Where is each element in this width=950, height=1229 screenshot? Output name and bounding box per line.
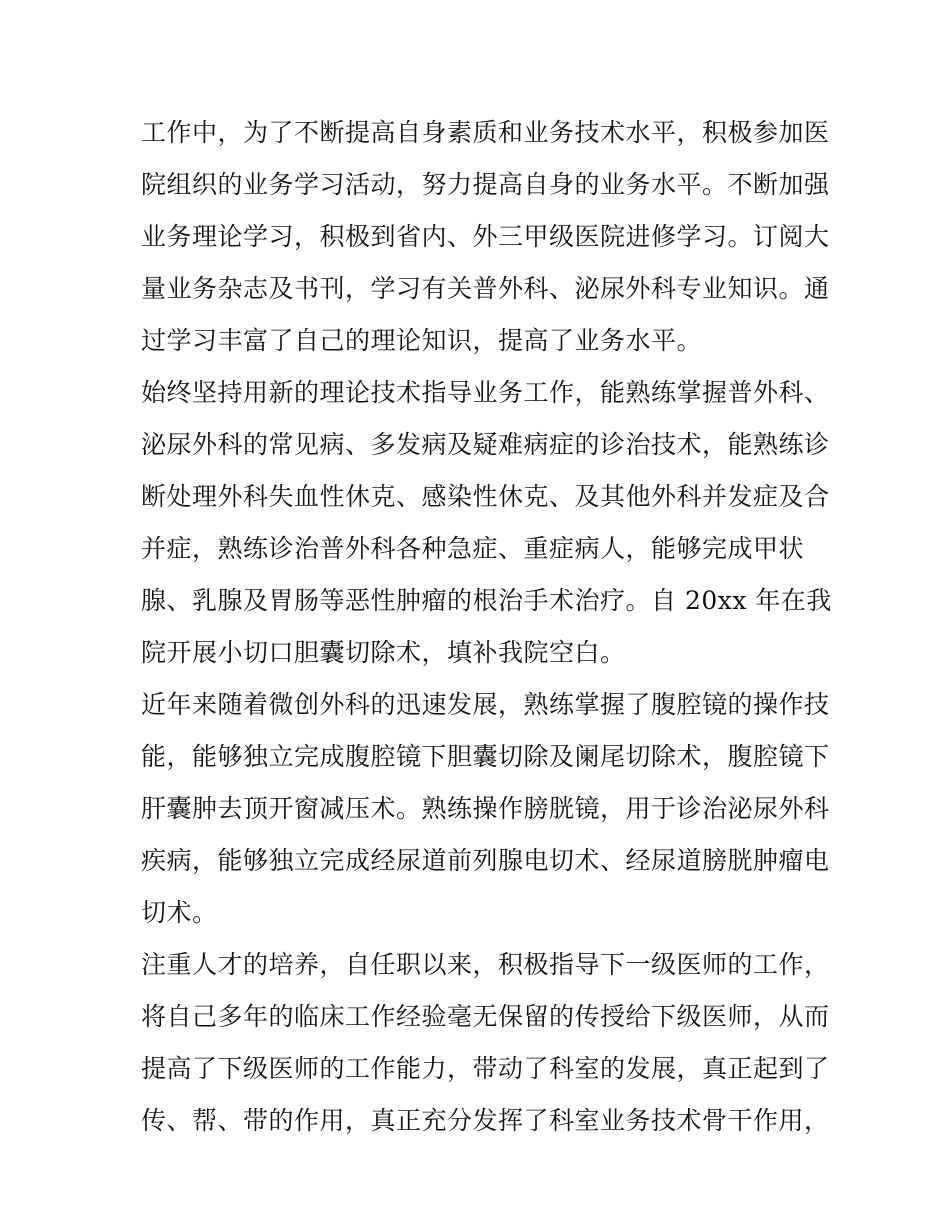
text-line: 并症，熟练诊治普外科各种急症、重症病人，能够完成甲状 (141, 534, 805, 563)
text-line: 断处理外科失血性休克、感染性休克、及其他外科并发症及合 (141, 482, 830, 511)
text-line: 传、帮、带的作用，真正充分发挥了科室业务技术骨干作用， (141, 1106, 830, 1135)
text-line: 工作中，为了不断提高自身素质和业务技术水平，积极参加医 (141, 118, 830, 147)
text-line: 腺、乳腺及胃肠等恶性肿瘤的根治手术治疗。自 20xx 年在我 (141, 586, 832, 615)
document-body (141, 107, 832, 1147)
text-line: 近年来随着微创外科的迅速发展，熟练掌握了腹腔镜的操作技 (141, 690, 830, 719)
text-line: 肝囊肿去顶开窗减压术。熟练操作膀胱镜，用于诊治泌尿外科 (141, 794, 830, 823)
text-line: 疾病，能够独立完成经尿道前列腺电切术、经尿道膀胱肿瘤电 (141, 846, 830, 875)
paragraph-talent-training (141, 939, 830, 1147)
text-line: 泌尿外科的常见病、多发病及疑难病症的诊治技术，能熟练诊 (141, 430, 830, 459)
text-line: 将自己多年的临床工作经验毫无保留的传授给下级医师，从而 (141, 1002, 830, 1031)
paragraph-clinical-skills (141, 367, 832, 679)
text-line: 注重人才的培养，自任职以来，积极指导下一级医师的工作， (141, 950, 830, 979)
text-line: 切术。 (141, 898, 218, 927)
paragraph-study (141, 107, 830, 367)
text-line: 提高了下级医师的工作能力，带动了科室的发展，真正起到了 (141, 1054, 830, 1083)
paragraph-minimally-invasive (141, 679, 830, 939)
text-line: 业务理论学习，积极到省内、外三甲级医院进修学习。订阅大 (141, 222, 830, 251)
text-line: 量业务杂志及书刊，学习有关普外科、泌尿外科专业知识。通 (141, 274, 830, 303)
text-line: 院组织的业务学习活动，努力提高自身的业务水平。不断加强 (141, 170, 830, 199)
text-line: 始终坚持用新的理论技术指导业务工作，能熟练掌握普外科、 (141, 378, 830, 407)
text-line: 过学习丰富了自己的理论知识，提高了业务水平。 (141, 326, 703, 355)
text-line: 院开展小切口胆囊切除术，填补我院空白。 (141, 638, 626, 667)
text-line: 能，能够独立完成腹腔镜下胆囊切除及阑尾切除术，腹腔镜下 (141, 742, 830, 771)
